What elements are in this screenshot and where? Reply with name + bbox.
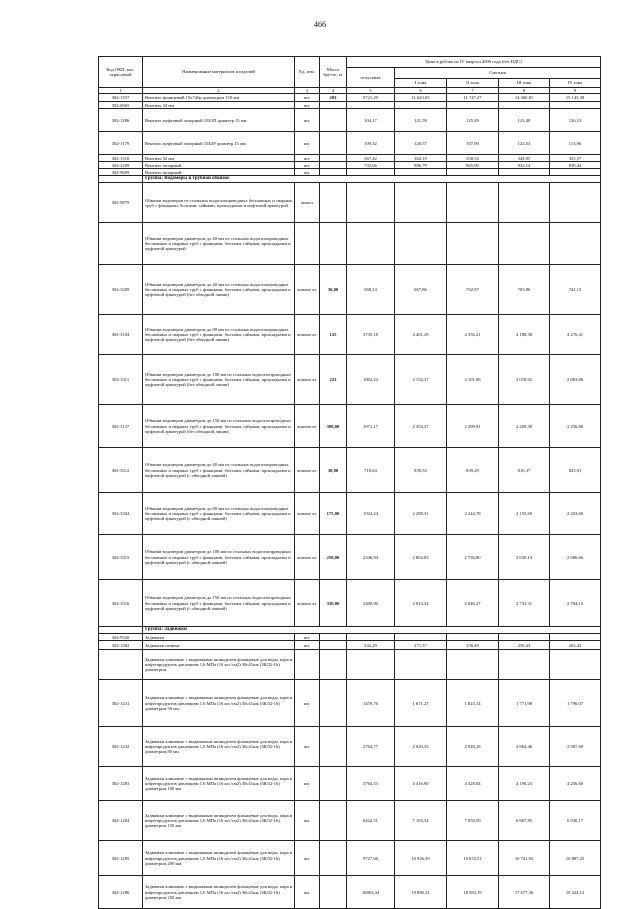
cell-name: Обвязки водомеров диаметром до 100 мм из стальных водогазопроводных бесшовных и сварных труб с фланцами, болтами, гайками, прокладками и муфтовой арматурой (с обводной линией) [143,535,295,580]
cell-zone-1: 10 926,39 [395,841,447,876]
cell-mass [320,841,347,876]
cell-zone-3 [499,650,550,680]
cell-unit: шт. [295,876,320,909]
cell-unit: шт. [295,641,320,650]
cell-mass [320,132,347,155]
cell-mass [320,641,347,650]
cell-name: Задвижки клиновые с выдвижным шпинделем фланцевые для воды, пара и нефтепродуктов давлением 1,6 МПа (16 кгс/см2) 30с41нж (ЗКЛ2-16) диаметром 150 мм [143,801,295,841]
cell-mass [320,169,347,176]
cell-wholesale: 9727,66 [347,841,395,876]
cell-zone-3 [499,183,550,223]
cell-zone-4: 2 686,66 [550,535,601,580]
cell-zone-2 [447,169,499,176]
table-row [99,355,601,405]
cell-mass [320,876,347,909]
cell-zone-4 [550,223,601,265]
cell-zone-4: 18 224,13 [550,876,601,909]
cell-zone-3: 122,53 [499,132,550,155]
table-row [99,315,601,355]
cell-zone-2: 256,49 [447,641,499,650]
cell-name: Обвязки водомеров диаметром до 40 мм из стальных водогазопроводных бесшовных и сварных труб с фланцами, болтами, гайками, прокладками и муфтовой арматурой (с обводной линией) [143,448,295,493]
cell-code: 302-3315 [99,535,143,580]
cell-code: 302-3309 [99,265,143,315]
cell-zone-4: 6 930,17 [550,801,601,841]
cell-zone-1 [395,223,447,265]
cell-wholesale [347,634,395,641]
cell-zone-1: 667,86 [395,265,447,315]
cell-zone-1: 886,79 [395,162,447,169]
header-price-title: Цена в рублях на IV квартал 2006 года (без НДС) [347,57,601,68]
table-row [99,405,601,448]
cell-zone-3: 4 188,38 [499,315,550,355]
table-row [99,132,601,155]
cell-zone-4: 2 203,66 [550,493,601,535]
cell-mass [320,102,347,109]
cell-zone-1 [395,634,447,641]
cell-zone-3: 2 018,92 [499,355,550,405]
cell-mass [320,183,347,223]
table-row [99,493,601,535]
cell-zone-2: 1 823,14 [447,680,499,727]
cell-zone-3: 2 862,46 [499,727,550,767]
price-table [98,56,601,909]
cell-zone-3: 4 190,23 [499,767,550,801]
cell-code: 302-3311 [99,355,143,405]
cell-zone-3: 703,86 [499,265,550,315]
cell-wholesale [347,169,395,176]
cell-code: 302-1283 [99,767,143,801]
cell-zone-2: 865,90 [447,162,499,169]
cell-zone-2: 107,90 [447,132,499,155]
cell-zone-1: 4 416,90 [395,767,447,801]
cell-zone-1: 1 671,27 [395,680,447,727]
cell-mass [320,767,347,801]
table-row [99,641,601,650]
cell-zone-2: 2 101,96 [447,355,499,405]
price-table-body [99,57,601,909]
cell-zone-4: 10 887,25 [550,841,601,876]
cell-mass [320,155,347,162]
col-number: 9 [550,88,601,94]
cell-name: Задвижки клиновые с выдвижным шпинделем фланцевые для воды, пара и нефтепродуктов давлением 1,6 МПа (16 кгс/см2) 30с41нж (ЗКЛ2-16) диаметром 100 мм [143,767,295,801]
cell-code [99,223,143,265]
table-row [99,767,601,801]
cell-zone-4: 2 794,13 [550,580,601,627]
table-row [99,169,601,176]
cell-zone-4: 353,57 [550,155,601,162]
cell-zone-4: 2 256,80 [550,405,601,448]
cell-zone-3 [499,223,550,265]
cell-unit: шт. [295,801,320,841]
group-title: Группа: Водомеры в трубной обвязке [143,176,601,183]
cell-zone-4: 113,96 [550,132,601,155]
cell-wholesale: 16863,44 [347,876,395,909]
cell-zone-2: 2 244,78 [447,493,499,535]
header-delivery: Сметная [395,68,601,79]
cell-wholesale: 568,14 [347,265,395,315]
table-row [99,265,601,315]
cell-zone-3: 2 630,13 [499,535,550,580]
cell-zone-2 [447,183,499,223]
cell-name: Обвязки водомеров диаметром до 150 мм из стальных водогазопроводных бесшовных и сварных труб с фланцами, болтами, гайками, прокладками и муфтовой арматурой (без обводной линии) [143,405,295,448]
cell-zone-4: 126,13 [550,109,601,132]
cell-wholesale: 1971,17 [347,405,395,448]
table-row [99,876,601,909]
cell-unit: компле кт [295,265,320,315]
page-number: 466 [314,20,326,29]
cell-unit: шт. [295,102,320,109]
col-number: 5 [347,88,395,94]
cell-name: Задвижки печные [143,641,295,650]
col-number: 4 [320,88,347,94]
header-zone-3: III зона [499,79,550,88]
cell-unit [295,223,320,265]
cell-zone-2: 4 356,21 [447,315,499,355]
table-row [99,580,601,627]
cell-zone-4: 1 796,07 [550,680,601,727]
group-code-cell [99,627,143,634]
cell-code: 302-3316 [99,580,143,627]
cell-wholesale [347,183,395,223]
table-row [99,448,601,493]
group-title: Группа: Задвижки [143,627,601,634]
cell-zone-2: 839,29 [447,448,499,493]
header-wholesale: отпускная [347,68,395,88]
cell-zone-1: 7 103,34 [395,801,447,841]
cell-code: 302-1231 [99,680,143,727]
cell-mass: 30,00 [320,448,347,493]
table-row [99,535,601,580]
cell-unit: компле кт [295,535,320,580]
cell-zone-3: 832,14 [499,162,550,169]
cell-name: Вентиль запорный [143,169,295,176]
cell-name: Задвижки [143,634,295,641]
cell-mass [320,223,347,265]
cell-name: Обвязки водомеров диаметром до 40 мм из стальных водогазопроводных бесшовных и сварных труб с фланцами, болтами, гайками, прокладками и муфтовой арматурой (без обводной линии) [143,265,295,315]
cell-unit: шт. [295,94,320,102]
cell-mass [320,162,347,169]
cell-unit [295,650,320,680]
cell-wholesale [347,102,395,109]
cell-mass: 223 [320,355,347,405]
cell-unit: шт. [295,109,320,132]
cell-unit: шт. [295,132,320,155]
cell-code: 302-3312 [99,448,143,493]
cell-zone-2: 2 846,27 [447,580,499,627]
cell-wholesale: 2346,94 [347,535,395,580]
cell-wholesale: 710,64 [347,448,395,493]
cell-zone-1 [395,183,447,223]
cell-name: Задвижки клиновые с выдвижным шпинделем фланцевые для воды, пара и нефтепродуктов давлением 1,6 МПа (16 кгс/см2) 30с41нж (ЗКЛ2-16) диаметром 200 мм [143,841,295,876]
cell-mass [320,650,347,680]
cell-wholesale: 367,42 [347,155,395,162]
cell-mass [320,109,347,132]
cell-code: 302-3104 [99,315,143,355]
cell-name: Вентиль муфтовый запорный 15Б3Р диаметр 15 мм [143,132,295,155]
cell-zone-4: 2 063,86 [550,355,601,405]
cell-zone-2: 2 299,91 [447,405,499,448]
table-row [99,102,601,109]
cell-zone-4: 839,44 [550,162,601,169]
cell-name: Обвязки водомеров диаметром до 80 мм из стальных водогазопроводных бесшовных и сварных труб с фланцами, болтами, гайками, прокладками и муфтовой арматурой (без обводной линии) [143,315,295,355]
cell-zone-2: 702,97 [447,265,499,315]
cell-zone-1 [395,169,447,176]
table-row [99,650,601,680]
cell-unit: шт. [295,162,320,169]
cell-zone-1: 120,57 [395,132,447,155]
header-name: Наименование материалов и изделий [143,57,295,88]
cell-zone-4: 823,91 [550,448,601,493]
cell-zone-1: 2 802,83 [395,535,447,580]
cell-unit: компле кт [295,315,320,355]
cell-zone-2: 125,49 [447,109,499,132]
cell-name: Вентиль запорный [143,162,295,169]
cell-zone-2: 7 050,50 [447,801,499,841]
cell-zone-3: 2 733,31 [499,580,550,627]
cell-name: Вентиль муфтовый запорный 15Б1П диаметр 15 мм [143,109,295,132]
cell-zone-3: 123,40 [499,109,550,132]
cell-zone-3 [499,169,550,176]
cell-zone-1: 4 401,29 [395,315,447,355]
cell-name: Задвижки клиновые с выдвижным шпинделем фланцевые для воды, пара и нефтепродуктов давлением 1,6 МПа (16 кгс/см2) 30с41нж (ЗКЛ2-16) диаметром 250 мм [143,876,295,909]
cell-wholesale: 3764,53 [347,767,395,801]
cell-code: 302-1357 [99,94,143,102]
cell-code: 302-1179 [99,132,143,155]
cell-mass [320,727,347,767]
cell-zone-2: 18 583,19 [447,876,499,909]
cell-mass: 250,00 [320,535,347,580]
cell-zone-4: 15 143,38 [550,94,601,102]
cell-wholesale: 6422,51 [347,801,395,841]
cell-zone-4: 742,13 [550,265,601,315]
cell-wholesale: 2400,90 [347,580,395,627]
cell-code: 302-0665 [99,102,143,109]
cell-zone-4: 4 276,41 [550,315,601,355]
cell-zone-4 [550,183,601,223]
cell-zone-1 [395,650,447,680]
cell-zone-3: 816,37 [499,448,550,493]
cell-unit: компле кт [295,405,320,448]
cell-zone-1: 2 020,33 [395,727,447,767]
cell-unit: компле кт [295,580,320,627]
cell-code: 302-9320 [99,634,143,641]
cell-wholesale [347,223,395,265]
cell-zone-3: 256,43 [499,641,550,650]
cell-wholesale: 104,17 [347,109,395,132]
cell-wholesale: 242,29 [347,641,395,650]
cell-zone-1: 11 623,05 [395,94,447,102]
cell-zone-2 [447,634,499,641]
cell-zone-3 [499,102,550,109]
table-row [99,841,601,876]
cell-name: Задвижки клиновые с выдвижным шпинделем фланцевые для воды, пара и нефтепродуктов давлением 1,6 МПа (16 кгс/см2) 30с41нж (ЗКЛ2-16) диаметром 50 мм [143,680,295,727]
header-mass: Масса брутто, кг [320,57,347,88]
cell-mass [320,634,347,641]
cell-zone-3 [499,634,550,641]
cell-code: 302-1232 [99,727,143,767]
cell-code: 302-9879 [99,183,143,223]
cell-unit: компле кт [295,493,320,535]
cell-zone-3: 17 677,36 [499,876,550,909]
cell-zone-3: 10 741,92 [499,841,550,876]
cell-zone-3: 6 867,85 [499,801,550,841]
cell-unit: шт. [295,727,320,767]
cell-name: Вентиль 32 мм [143,155,295,162]
cell-zone-2: 4 328,04 [447,767,499,801]
col-number: 2 [143,88,295,94]
header-zone-2: II зона [447,79,499,88]
cell-unit: шт. [295,634,320,641]
cell-code: 302-1284 [99,801,143,841]
cell-name: Вентиль 32 мм [143,102,295,109]
cell-mass: 125 [320,315,347,355]
cell-name: Обвязки водомеров диаметром до 100 мм из стальных водогазопроводных бесшовных и сварных труб с фланцами, болтами, гайками, прокладками и муфтовой арматурой (без обводной линии) [143,355,295,405]
group-code-cell [99,176,143,183]
cell-code [99,650,143,680]
cell-code: 302-9609 [99,169,143,176]
cell-code: 302-2209 [99,162,143,169]
cell-zone-1 [395,102,447,109]
cell-zone-3: 344,95 [499,155,550,162]
table-row [99,155,601,162]
cell-unit: шт. [295,767,320,801]
cell-unit: шт. [295,680,320,727]
cell-unit: шт. [295,155,320,162]
cell-zone-1: 271,37 [395,641,447,650]
cell-zone-2 [447,223,499,265]
table-row [99,634,601,641]
cell-name: Обвязки водомеров диаметром до 150 мм из стальных водогазопроводных бесшовных и сварных труб с фланцами, болтами, гайками, прокладками и муфтовой арматурой (с обводной линией) [143,580,295,627]
cell-code: 302-1310 [99,155,143,162]
header-unit: Ед. изм. [295,57,320,88]
cell-zone-1: 2 298,31 [395,493,447,535]
table-row [99,680,601,727]
table-row [99,223,601,265]
cell-zone-4: 2 907,60 [550,727,601,767]
group-row [99,627,601,634]
cell-mass [320,801,347,841]
cell-wholesale: 1802,23 [347,355,395,405]
col-number: 6 [395,88,447,94]
cell-zone-1: 2 354,37 [395,405,447,448]
cell-mass: 203 [320,94,347,102]
col-number: 1 [99,88,143,94]
cell-unit: компл [295,183,320,223]
cell-zone-4: 4 256,60 [550,767,601,801]
cell-zone-3: 14 360,81 [499,94,550,102]
header-zone-1: I зона [395,79,447,88]
table-row [99,183,601,223]
cell-wholesale: 109,32 [347,132,395,155]
cell-wholesale: 3735,18 [347,315,395,355]
cell-zone-4 [550,169,601,176]
cell-wholesale: 1924,24 [347,493,395,535]
cell-code: 302-1286 [99,109,143,132]
cell-zone-4 [550,102,601,109]
cell-wholesale: 742,66 [347,162,395,169]
cell-mass: 300,00 [320,405,347,448]
table-row [99,109,601,132]
cell-zone-3: 1 771,98 [499,680,550,727]
cell-zone-1: 2 914,34 [395,580,447,627]
col-number: 7 [447,88,499,94]
cell-name: Задвижки клиновые с выдвижным шпинделем фланцевые для воды, пара и нефтепродуктов давлением 1,6 МПа (16 кгс/см2) 30с41нж (ЗКЛ2-16) диаметром 80 мм [143,727,295,767]
cell-zone-2 [447,102,499,109]
cell-zone-2 [447,650,499,680]
cell-zone-2: 2 948,18 [447,727,499,767]
cell-zone-2: 10 633,51 [447,841,499,876]
cell-zone-4 [550,650,601,680]
cell-wholesale [347,650,395,680]
cell-zone-2: 11 747,27 [447,94,499,102]
cell-zone-3: 2 209,39 [499,405,550,448]
cell-code: 302-1285 [99,841,143,876]
cell-code: 302-1302 [99,641,143,650]
cell-zone-1: 121,59 [395,109,447,132]
cell-code: 302-3127 [99,405,143,448]
col-number: 8 [499,88,550,94]
table-row [99,801,601,841]
group-row [99,176,601,183]
cell-name: Вентиль фланцевый 15ч74бр диаметром 150 мм [143,94,295,102]
cell-wholesale: 9721,29 [347,94,395,102]
cell-code: 302-3304 [99,493,143,535]
cell-mass: 350,00 [320,580,347,627]
cell-zone-4: 263,42 [550,641,601,650]
cell-unit: компле кт [295,448,320,493]
cell-name: Обвязки водомеров диаметром до 40 мм из стальных водогазопроводных бесшовных и сварных труб с фланцами, болтами, гайками, прокладками и муфтовой арматурой [143,223,295,265]
header-zone-4: IV зона [550,79,601,88]
cell-zone-1: 839,33 [395,448,447,493]
cell-unit: компле кт [295,355,320,405]
cell-zone-2: 2 736,80 [447,535,499,580]
cell-name: Обвязки водомеров из стальных водогазопроводных бесшовных и сварных труб с фланцами, болтами, гайками, прокладками и муфтовой арматурой [143,183,295,223]
table-row [99,162,601,169]
cell-wholesale: 2764,77 [347,727,395,767]
cell-zone-3: 2 155,69 [499,493,550,535]
cell-mass: 30,00 [320,265,347,315]
cell-zone-1: 362,19 [395,155,447,162]
cell-zone-4 [550,634,601,641]
cell-wholesale: 1470,76 [347,680,395,727]
table-row [99,727,601,767]
cell-name: Обвязки водомеров диаметром до 80 мм из стальных водогазопроводных бесшовных и сварных труб с фланцами, болтами, гайками, прокладками и муфтовой арматурой (с обводной линией) [143,493,295,535]
cell-name: Задвижки клиновые с выдвижным шпинделем фланцевые для воды, пара и нефтепродуктов давлением 1,6 МПа (16 кгс/см2) 30с41нж (ЗКЛ2-16) диаметром [143,650,295,680]
cell-mass [320,680,347,727]
cell-unit: шт. [295,169,320,176]
cell-zone-2: 358,54 [447,155,499,162]
col-number: 3 [295,88,320,94]
cell-code: 302-1286 [99,876,143,909]
cell-unit: шт. [295,841,320,876]
table-row [99,94,601,102]
cell-mass: 175,00 [320,493,347,535]
header-code: Код ОКП, кол. отраслевой [99,57,143,88]
cell-zone-1: 19 880,31 [395,876,447,909]
cell-zone-1: 2 152,37 [395,355,447,405]
